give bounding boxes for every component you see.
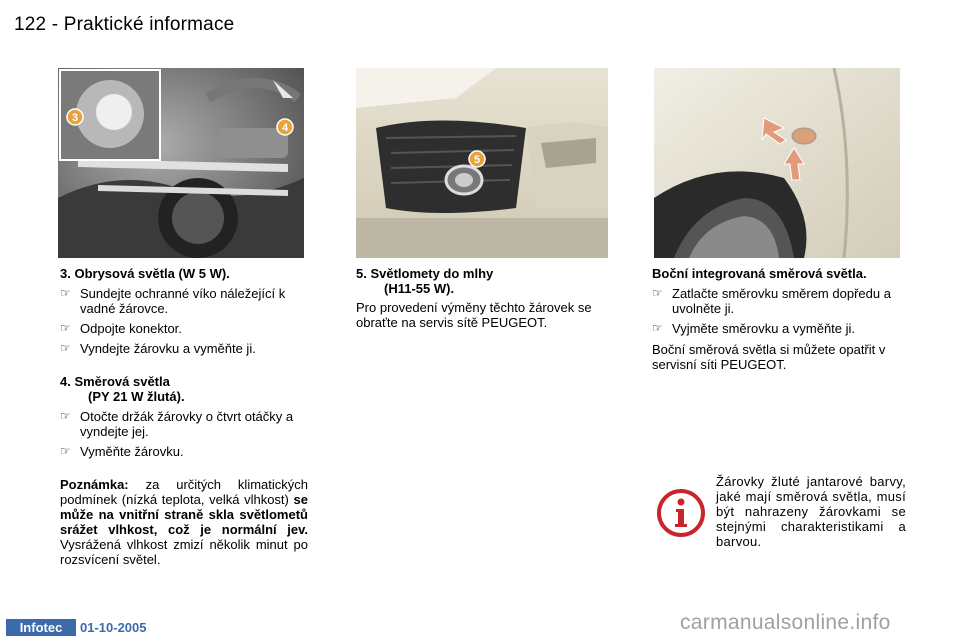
list-item	[60, 286, 308, 316]
list-item	[60, 341, 308, 356]
list-item-text: Odpojte konektor.	[80, 321, 182, 336]
photo-fog-light	[356, 68, 608, 258]
note-text-end: Vysrážená vlhkost zmizí několik minut po rozsvícení světel.	[60, 537, 308, 567]
callout-3-icon	[66, 108, 84, 126]
pointing-hand-icon: ☞	[60, 321, 71, 335]
pointing-hand-icon: ☞	[652, 286, 663, 300]
note-emphasis: se může na vnitřní straně skla světlometů srážet vlhkost, což je normální jev.	[60, 492, 308, 537]
info-text: Žárovky žluté jantarové barvy, jaké mají směrová světla, musí být nahrazeny žárovkami se stejnými charakteristikami a barvou.	[716, 474, 906, 549]
pointing-hand-icon: ☞	[60, 286, 71, 300]
callout-4-icon	[276, 118, 294, 136]
note-text: za určitých klimatických podmínek (nízká teplota, velká vlhkost)	[60, 477, 308, 507]
page-title: 122 - Praktické informace	[14, 14, 235, 35]
heading-3: 3. Obrysová světla (W 5 W).	[60, 266, 230, 281]
infotec-logo: Infotec	[6, 619, 76, 636]
list-item-text: Vyměňte žárovku.	[80, 444, 184, 459]
fog-light-paragraph: Pro provedení výměny těchto žárovek se obraťte na servis sítě PEUGEOT.	[356, 300, 592, 330]
column-1	[60, 266, 308, 567]
column-2	[356, 266, 608, 330]
pointing-hand-icon: ☞	[60, 341, 71, 355]
list-item-text: Otočte držák žárovky o čtvrt otáčky a vyndejte jej.	[80, 409, 294, 439]
pointing-hand-icon: ☞	[60, 409, 71, 423]
photo-side-indicator	[654, 68, 900, 258]
info-box	[652, 474, 910, 550]
list-item-text: Vyndejte žárovku a vyměňte ji.	[80, 341, 256, 356]
list-item	[60, 321, 308, 336]
side-indicator-paragraph: Boční směrová světla si můžete opatřit v servisní síti PEUGEOT.	[652, 342, 886, 372]
heading-side-indicators: Boční integrovaná směrová světla.	[652, 266, 867, 281]
footer-date: 01-10-2005	[80, 620, 147, 635]
heading-4-sub: (PY 21 W žlutá).	[88, 389, 185, 404]
callout-5-label: 5	[473, 154, 481, 166]
callout-4-label: 4	[281, 122, 289, 134]
pointing-hand-icon: ☞	[60, 444, 71, 458]
list-item-text: Vyjměte směrovku a vyměňte ji.	[672, 321, 856, 336]
photo-headlight-rear	[58, 68, 304, 258]
list-item	[652, 321, 906, 336]
info-icon	[656, 488, 706, 538]
callout-3-label: 3	[71, 112, 79, 124]
list-item	[60, 409, 308, 439]
note-paragraph	[60, 477, 308, 567]
note-label: Poznámka:	[60, 477, 129, 492]
callout-5-icon	[468, 150, 486, 168]
list-item-text: Zatlačte směrovku směrem dopředu a uvolněte ji.	[672, 286, 891, 316]
column-3	[652, 266, 906, 372]
list-item	[652, 286, 906, 316]
pointing-hand-icon: ☞	[652, 321, 663, 335]
list-item	[60, 444, 308, 459]
heading-5: 5. Světlomety do mlhy	[356, 266, 494, 281]
watermark: carmanualsonline.info	[680, 611, 891, 634]
list-item-text: Sundejte ochranné víko náležející k vadné žárovce.	[80, 286, 286, 316]
heading-4: 4. Směrová světla	[60, 374, 170, 389]
heading-5-sub: (H11-55 W).	[384, 281, 455, 296]
